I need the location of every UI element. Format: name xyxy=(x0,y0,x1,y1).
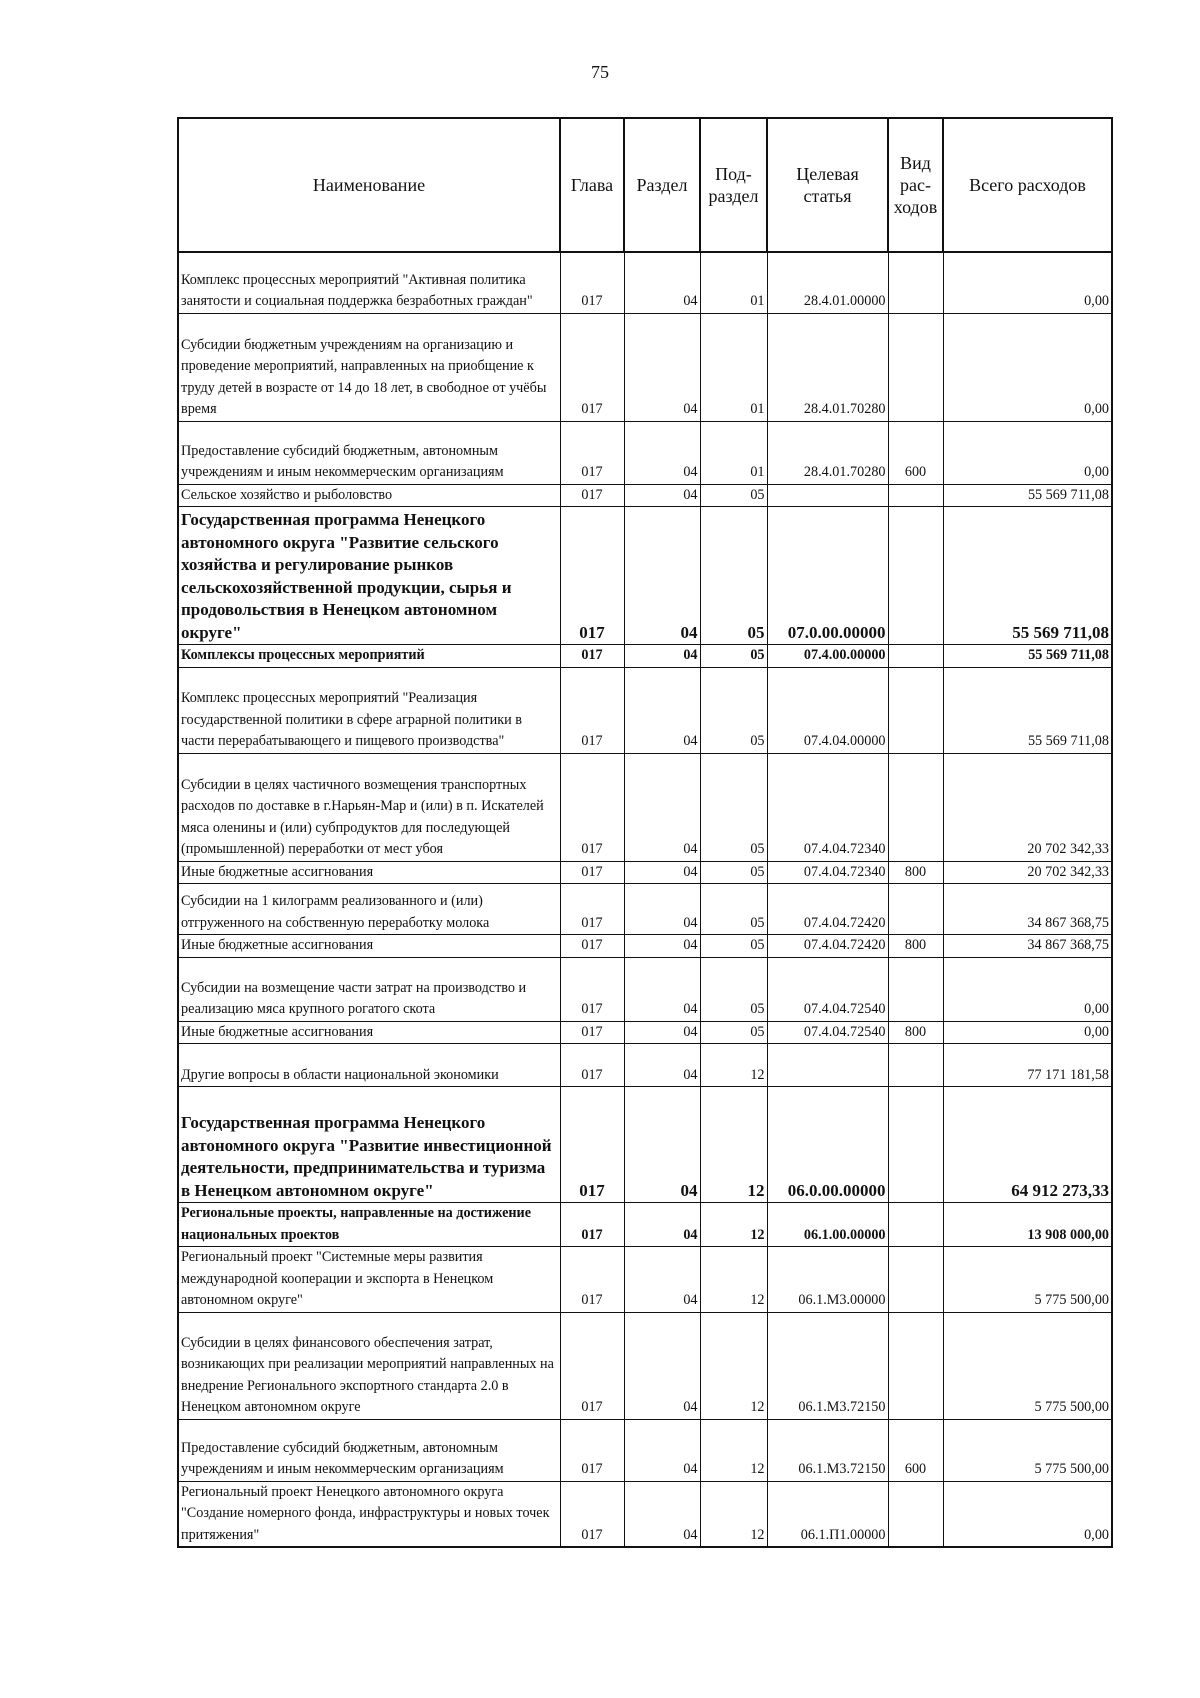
table-row xyxy=(178,1247,1112,1313)
cell-name: Другие вопросы в области национальной экономики xyxy=(178,1044,560,1087)
cell-subsection: 12 xyxy=(700,1419,767,1481)
cell-section: 04 xyxy=(624,1087,700,1203)
cell-subsection: 05 xyxy=(700,753,767,861)
cell-total: 55 569 711,08 xyxy=(943,645,1112,668)
header-target xyxy=(767,118,888,252)
cell-section: 04 xyxy=(624,1481,700,1547)
cell-chapter: 017 xyxy=(560,645,624,668)
table-row xyxy=(178,645,1112,668)
cell-section: 04 xyxy=(624,1312,700,1419)
cell-target: 07.4.04.72540 xyxy=(767,1021,888,1044)
cell-type xyxy=(888,1481,943,1547)
cell-section: 04 xyxy=(624,861,700,884)
table-row xyxy=(178,753,1112,861)
header-chapter-label: Глава xyxy=(570,175,614,195)
cell-total: 5 775 500,00 xyxy=(943,1312,1112,1419)
cell-type xyxy=(888,957,943,1021)
cell-subsection: 12 xyxy=(700,1312,767,1419)
cell-target: 07.4.04.72340 xyxy=(767,753,888,861)
header-name-label: Наименование xyxy=(312,175,426,195)
table-body xyxy=(178,252,1112,1547)
cell-total: 55 569 711,08 xyxy=(943,507,1112,645)
header-name xyxy=(178,118,560,252)
cell-target: 07.4.04.00000 xyxy=(767,667,888,753)
cell-subsection: 12 xyxy=(700,1247,767,1313)
cell-target: 28.4.01.00000 xyxy=(767,252,888,313)
cell-total: 77 171 181,58 xyxy=(943,1044,1112,1087)
table-row xyxy=(178,1021,1112,1044)
table-row xyxy=(178,507,1112,645)
cell-type xyxy=(888,1247,943,1313)
cell-name: Комплекс процессных мероприятий "Реализация государственной политики в сфере аграрной политики в части перерабатывающего и пищевого производства" xyxy=(178,667,560,753)
cell-section: 04 xyxy=(624,252,700,313)
cell-name: Государственная программа Ненецкого автономного округа "Развитие инвестиционной деятельности, предпринимательства и туризма в Ненецком автономном округе" xyxy=(178,1087,560,1203)
cell-type: 800 xyxy=(888,861,943,884)
cell-target: 07.4.04.72340 xyxy=(767,861,888,884)
cell-subsection: 05 xyxy=(700,645,767,668)
table-header-row xyxy=(178,118,1112,252)
cell-total: 0,00 xyxy=(943,1021,1112,1044)
table-row xyxy=(178,1481,1112,1547)
cell-subsection: 05 xyxy=(700,935,767,958)
cell-chapter: 017 xyxy=(560,1203,624,1247)
cell-section: 04 xyxy=(624,935,700,958)
cell-target: 06.1.М3.00000 xyxy=(767,1247,888,1313)
header-section xyxy=(624,118,700,252)
cell-target xyxy=(767,1044,888,1087)
cell-target: 28.4.01.70280 xyxy=(767,313,888,421)
cell-chapter: 017 xyxy=(560,1419,624,1481)
cell-name: Региональные проекты, направленные на достижение национальных проектов xyxy=(178,1203,560,1247)
header-section-label: Раздел xyxy=(636,175,688,195)
cell-name: Государственная программа Ненецкого автономного округа "Развитие сельского хозяйства и регулирование рынков сельскохозяйственной продукции, сырья и продовольствия в Ненецком автономном округе" xyxy=(178,507,560,645)
cell-chapter: 017 xyxy=(560,753,624,861)
table-row xyxy=(178,1044,1112,1087)
cell-total: 34 867 368,75 xyxy=(943,884,1112,935)
table-row xyxy=(178,1419,1112,1481)
cell-name: Иные бюджетные ассигнования xyxy=(178,861,560,884)
table-row xyxy=(178,861,1112,884)
cell-subsection: 05 xyxy=(700,507,767,645)
cell-target: 07.0.00.00000 xyxy=(767,507,888,645)
cell-section: 04 xyxy=(624,753,700,861)
cell-type xyxy=(888,507,943,645)
cell-chapter: 017 xyxy=(560,667,624,753)
cell-name: Субсидии на возмещение части затрат на производство и реализацию мяса крупного рогатого скота xyxy=(178,957,560,1021)
cell-chapter: 017 xyxy=(560,313,624,421)
cell-target: 06.0.00.00000 xyxy=(767,1087,888,1203)
table-row xyxy=(178,667,1112,753)
cell-chapter: 017 xyxy=(560,1312,624,1419)
cell-total: 0,00 xyxy=(943,252,1112,313)
table-row xyxy=(178,252,1112,313)
table-row xyxy=(178,1312,1112,1419)
cell-name: Комплексы процессных мероприятий xyxy=(178,645,560,668)
cell-chapter: 017 xyxy=(560,884,624,935)
cell-subsection: 05 xyxy=(700,484,767,507)
cell-section: 04 xyxy=(624,1419,700,1481)
cell-section: 04 xyxy=(624,421,700,484)
cell-type xyxy=(888,1044,943,1087)
cell-subsection: 05 xyxy=(700,861,767,884)
cell-subsection: 01 xyxy=(700,313,767,421)
cell-section: 04 xyxy=(624,313,700,421)
cell-type xyxy=(888,1087,943,1203)
cell-subsection: 12 xyxy=(700,1087,767,1203)
table-row xyxy=(178,421,1112,484)
cell-chapter: 017 xyxy=(560,957,624,1021)
cell-type xyxy=(888,645,943,668)
header-subsection xyxy=(700,118,767,252)
cell-chapter: 017 xyxy=(560,1044,624,1087)
table-row xyxy=(178,884,1112,935)
cell-total: 5 775 500,00 xyxy=(943,1419,1112,1481)
cell-type xyxy=(888,1203,943,1247)
cell-type xyxy=(888,252,943,313)
cell-total: 0,00 xyxy=(943,313,1112,421)
cell-name: Региональный проект "Системные меры развития международной кооперации и экспорта в Ненецком автономном округе" xyxy=(178,1247,560,1313)
cell-target xyxy=(767,484,888,507)
header-chapter xyxy=(560,118,624,252)
cell-section: 04 xyxy=(624,957,700,1021)
cell-chapter: 017 xyxy=(560,935,624,958)
header-total-label: Всего расходов xyxy=(969,175,1086,195)
cell-total: 34 867 368,75 xyxy=(943,935,1112,958)
cell-section: 04 xyxy=(624,1044,700,1087)
cell-target: 06.1.М3.72150 xyxy=(767,1419,888,1481)
cell-type xyxy=(888,313,943,421)
cell-target: 06.1.00.00000 xyxy=(767,1203,888,1247)
cell-type xyxy=(888,753,943,861)
cell-chapter: 017 xyxy=(560,1021,624,1044)
cell-target: 06.1.П1.00000 xyxy=(767,1481,888,1547)
cell-name: Предоставление субсидий бюджетным, автономным учреждениям и иным некоммерческим организациям xyxy=(178,421,560,484)
cell-target: 06.1.М3.72150 xyxy=(767,1312,888,1419)
cell-target: 28.4.01.70280 xyxy=(767,421,888,484)
cell-type: 800 xyxy=(888,935,943,958)
header-type-label: Вид рас- ходов xyxy=(893,153,938,217)
cell-chapter: 017 xyxy=(560,484,624,507)
cell-name: Субсидии в целях финансового обеспечения затрат, возникающих при реализации мероприятий направленных на внедрение Регионального экспортного стандарта 2.0 в Ненецком автономном округе xyxy=(178,1312,560,1419)
header-total xyxy=(943,118,1112,252)
cell-subsection: 05 xyxy=(700,957,767,1021)
table-row xyxy=(178,935,1112,958)
cell-name: Иные бюджетные ассигнования xyxy=(178,935,560,958)
cell-total: 64 912 273,33 xyxy=(943,1087,1112,1203)
table-row xyxy=(178,313,1112,421)
table-row xyxy=(178,957,1112,1021)
cell-target: 07.4.04.72420 xyxy=(767,884,888,935)
cell-subsection: 05 xyxy=(700,667,767,753)
cell-section: 04 xyxy=(624,484,700,507)
cell-total: 0,00 xyxy=(943,421,1112,484)
cell-type: 600 xyxy=(888,421,943,484)
cell-type: 800 xyxy=(888,1021,943,1044)
cell-chapter: 017 xyxy=(560,421,624,484)
cell-name: Региональный проект Ненецкого автономного округа "Создание номерного фонда, инфраструктуры и новых точек притяжения" xyxy=(178,1481,560,1547)
cell-name: Субсидии на 1 килограмм реализованного и (или) отгруженного на собственную переработку молока xyxy=(178,884,560,935)
cell-type: 600 xyxy=(888,1419,943,1481)
cell-chapter: 017 xyxy=(560,861,624,884)
cell-subsection: 01 xyxy=(700,252,767,313)
cell-section: 04 xyxy=(624,667,700,753)
cell-name: Субсидии в целях частичного возмещения транспортных расходов по доставке в г.Нарьян-Мар и (или) в п. Искателей мяса оленины и (или) субпродуктов для последующей (промышленной) переработки от мест убоя xyxy=(178,753,560,861)
cell-name: Иные бюджетные ассигнования xyxy=(178,1021,560,1044)
cell-total: 20 702 342,33 xyxy=(943,861,1112,884)
cell-subsection: 12 xyxy=(700,1481,767,1547)
cell-subsection: 05 xyxy=(700,884,767,935)
header-target-label: Целевая статья xyxy=(796,164,859,206)
cell-type xyxy=(888,484,943,507)
page-number: 75 xyxy=(591,62,609,82)
cell-type xyxy=(888,667,943,753)
cell-target: 07.4.04.72420 xyxy=(767,935,888,958)
cell-chapter: 017 xyxy=(560,507,624,645)
cell-total: 5 775 500,00 xyxy=(943,1247,1112,1313)
cell-subsection: 01 xyxy=(700,421,767,484)
cell-subsection: 12 xyxy=(700,1203,767,1247)
cell-section: 04 xyxy=(624,645,700,668)
cell-chapter: 017 xyxy=(560,1481,624,1547)
table-row xyxy=(178,1203,1112,1247)
cell-total: 55 569 711,08 xyxy=(943,667,1112,753)
cell-target: 07.4.04.72540 xyxy=(767,957,888,1021)
budget-table xyxy=(177,117,1113,1548)
cell-type xyxy=(888,884,943,935)
header-type xyxy=(888,118,943,252)
cell-total: 0,00 xyxy=(943,957,1112,1021)
cell-chapter: 017 xyxy=(560,252,624,313)
cell-total: 20 702 342,33 xyxy=(943,753,1112,861)
cell-name: Сельское хозяйство и рыболовство xyxy=(178,484,560,507)
cell-section: 04 xyxy=(624,884,700,935)
cell-target: 07.4.00.00000 xyxy=(767,645,888,668)
cell-name: Комплекс процессных мероприятий "Активная политика занятости и социальная поддержка безработных граждан" xyxy=(178,252,560,313)
cell-total: 55 569 711,08 xyxy=(943,484,1112,507)
cell-chapter: 017 xyxy=(560,1087,624,1203)
table-row xyxy=(178,1087,1112,1203)
header-subsection-label: Под- раздел xyxy=(708,164,759,206)
cell-subsection: 12 xyxy=(700,1044,767,1087)
cell-name: Субсидии бюджетным учреждениям на организацию и проведение мероприятий, направленных на приобщение к труду детей в возрасте от 14 до 18 лет, в свободное от учёбы время xyxy=(178,313,560,421)
cell-type xyxy=(888,1312,943,1419)
cell-chapter: 017 xyxy=(560,1247,624,1313)
cell-section: 04 xyxy=(624,1247,700,1313)
cell-section: 04 xyxy=(624,1021,700,1044)
cell-subsection: 05 xyxy=(700,1021,767,1044)
cell-total: 0,00 xyxy=(943,1481,1112,1547)
cell-name: Предоставление субсидий бюджетным, автономным учреждениям и иным некоммерческим организациям xyxy=(178,1419,560,1481)
table-row xyxy=(178,484,1112,507)
cell-section: 04 xyxy=(624,1203,700,1247)
cell-total: 13 908 000,00 xyxy=(943,1203,1112,1247)
cell-section: 04 xyxy=(624,507,700,645)
